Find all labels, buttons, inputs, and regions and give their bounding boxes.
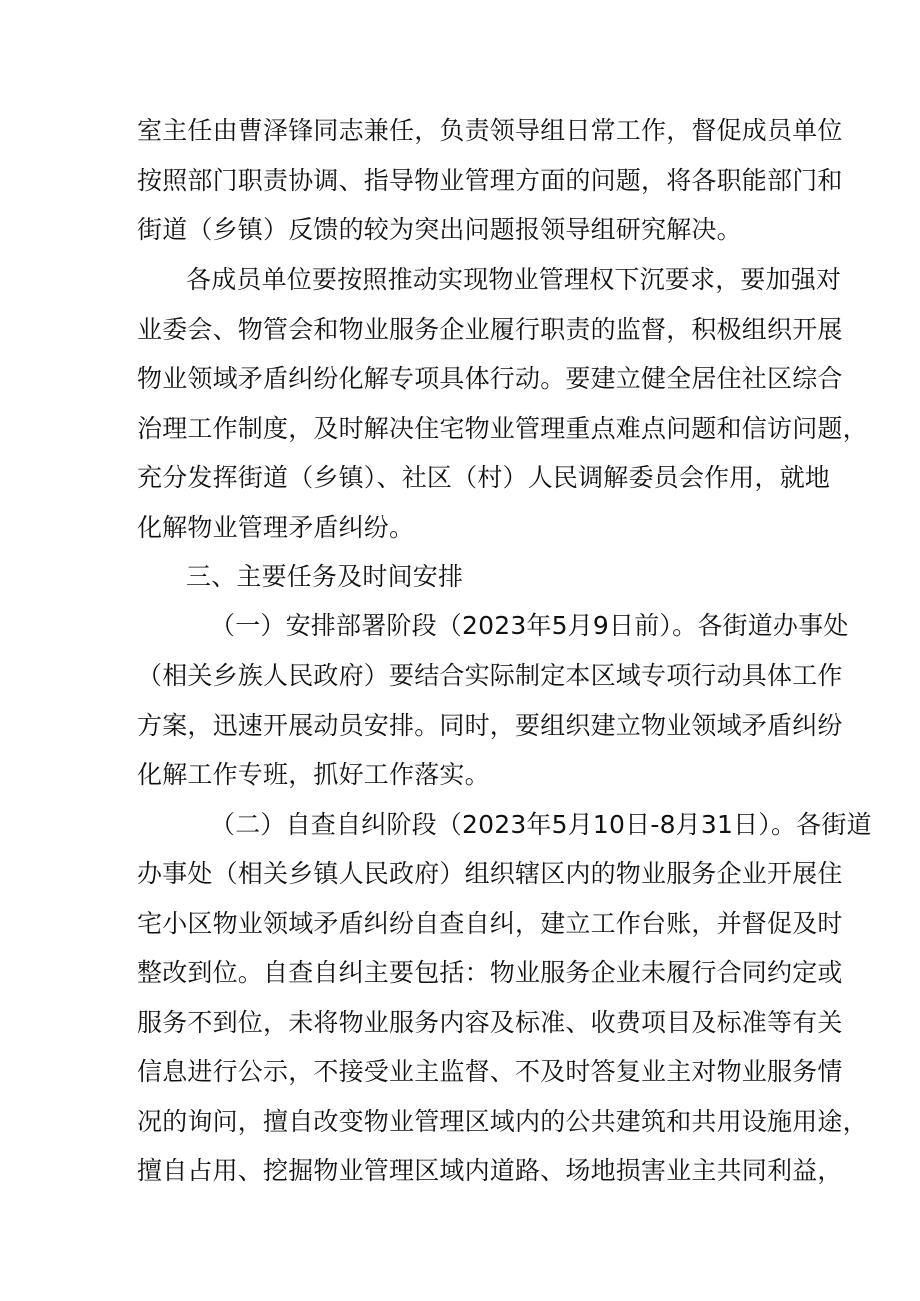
text-line: 物业领域矛盾纠纷化解专项具体行动。要建立健全居住社区综合 [137,364,843,393]
text-line: 各成员单位要按照推动实现物业管理权下沉要求，要加强对 [186,265,842,294]
text-line: 况的询问，擅自改变物业管理区域内的公共建筑和共用设施用途， [137,1107,868,1136]
text-line: 按照部门职责协调、指导物业管理方面的问题，将各职能部门和 [137,166,843,195]
text-line: 业委会、物管会和物业服务企业履行职责的监督，积极组织开展 [137,315,843,344]
text-line: 充分发挥街道（乡镇）、社区（村）人民调解委员会作用，就地 [137,463,831,492]
text-line: （一）安排部署阶段（2023年5月9日前）。各街道办事处 [210,611,849,640]
text-line: （相关乡族人民政府）要结合实际制定本区域专项行动具体工作 [137,661,843,690]
text-line: 室主任由曹泽锋同志兼任，负责领导组日常工作，督促成员单位 [137,116,843,145]
text-line: 化解工作专班，抓好工作落实。 [137,760,490,789]
section-heading: 三、主要任务及时间安排 [186,562,464,591]
text-line: 擅自占用、挖掘物业管理区域内道路、场地损害业主共同利益， [137,1156,843,1185]
text-line: 整改到位。自查自纠主要包括：物业服务企业未履行合同约定或 [137,958,843,987]
text-line: （二）自查自纠阶段（2023年5月10日-8月31日）。各街道 [210,810,872,839]
text-line: 信息进行公示，不接受业主监督、不及时答复业主对物业服务情 [137,1057,843,1086]
text-line: 服务不到位，未将物业服务内容及标准、收费项目及标准等有关 [137,1008,843,1037]
text-line: 办事处（相关乡镇人民政府）组织辖区内的物业服务企业开展住 [137,859,843,888]
text-line: 方案，迅速开展动员安排。同时，要组织建立物业领域矛盾纠纷 [137,711,843,740]
text-line: 治理工作制度，及时解决住宅物业管理重点难点问题和信访问题， [137,414,868,443]
text-line: 宅小区物业领域矛盾纠纷自查自纠，建立工作台账，并督促及时 [137,909,843,938]
text-line: 街道（乡镇）反馈的较为突出问题报领导组研究解决。 [137,215,742,244]
text-line: 化解物业管理矛盾纠纷。 [137,513,415,542]
